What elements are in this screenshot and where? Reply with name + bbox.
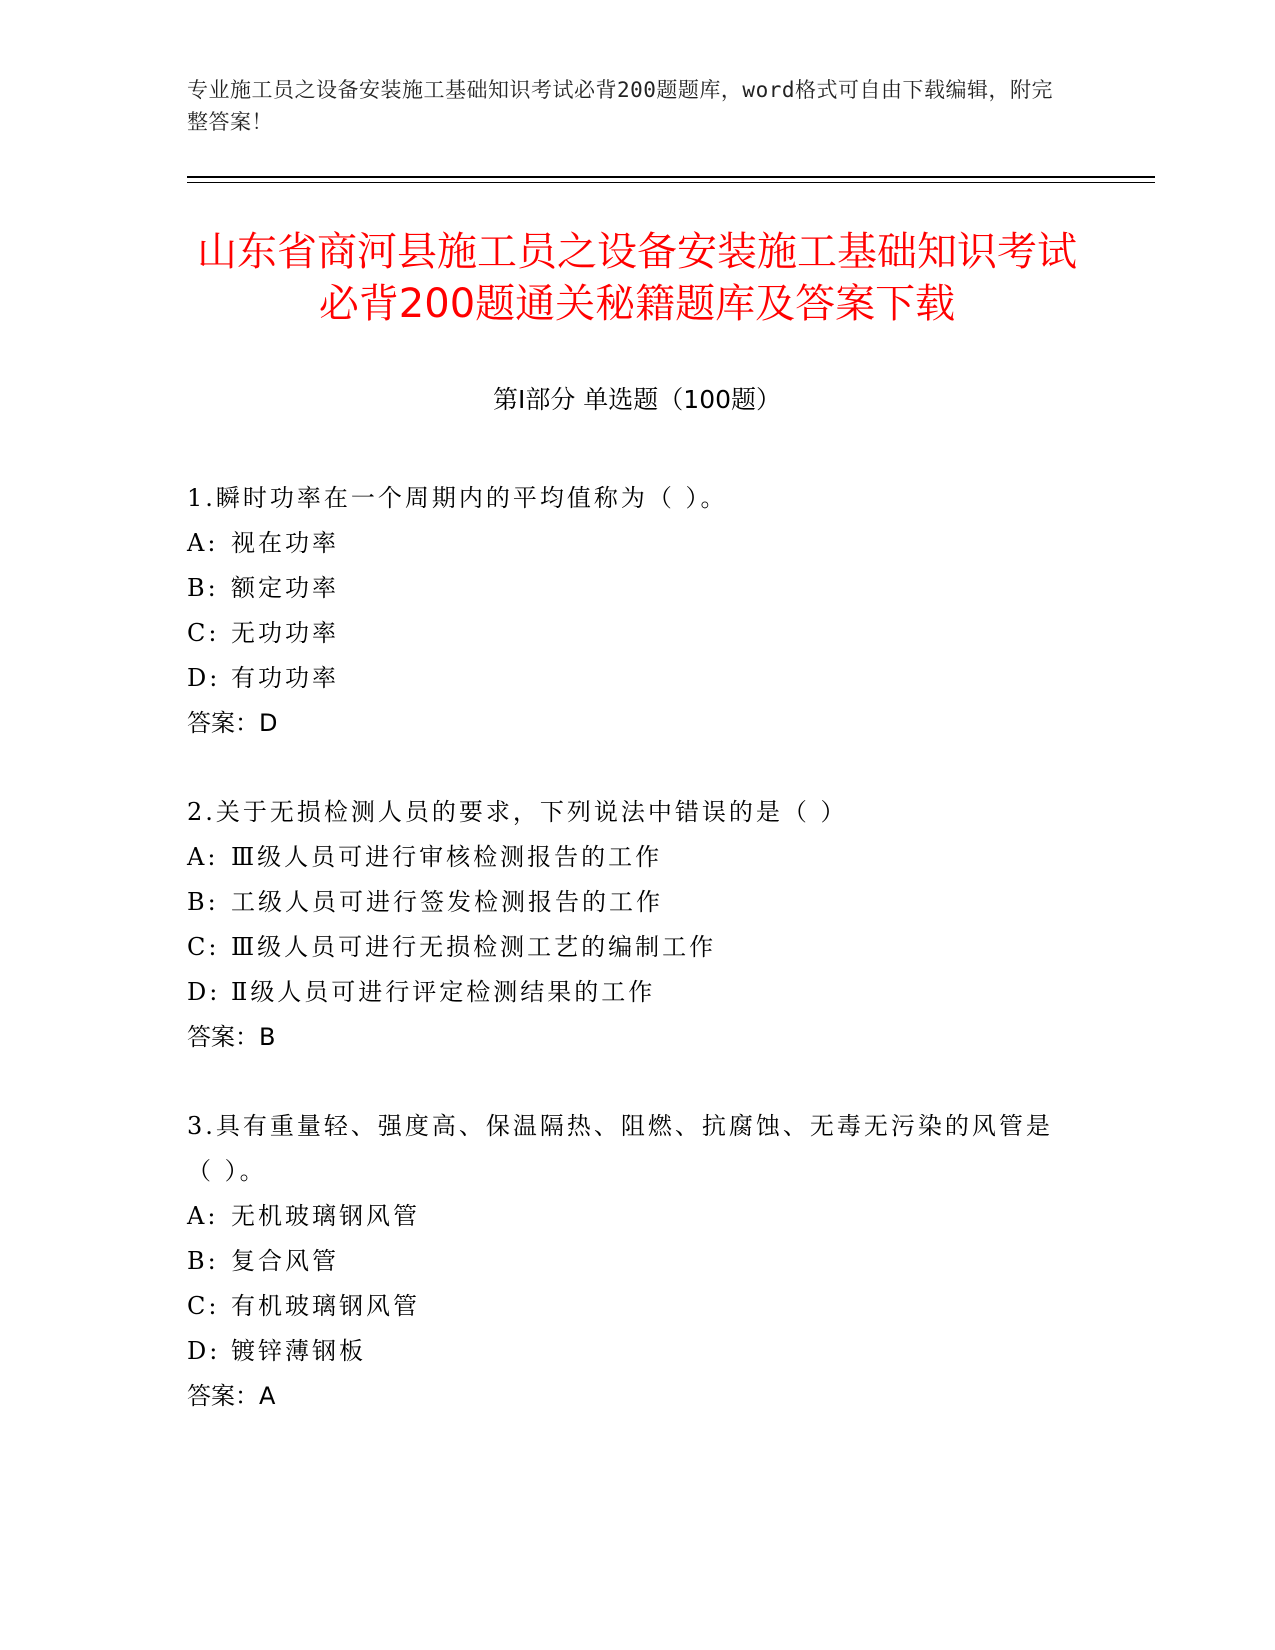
option-c — [187, 611, 1067, 656]
option-text: 无功功率 — [231, 619, 339, 647]
option-text: 无机玻璃钢风管 — [231, 1202, 420, 1230]
option-d — [187, 1329, 1067, 1374]
answer-line: 答案：A — [187, 1382, 276, 1410]
option-b — [187, 1239, 1067, 1284]
option-a — [187, 835, 1067, 880]
option-text: 有机玻璃钢风管 — [231, 1292, 420, 1320]
option-letter: A: — [187, 1202, 219, 1230]
option-letter: A: — [187, 529, 219, 557]
option-text: 额定功率 — [231, 574, 339, 602]
question-stem: 2.关于无损检测人员的要求，下列说法中错误的是（ ） — [187, 798, 848, 826]
option-a — [187, 1194, 1067, 1239]
header-divider-thin — [187, 182, 1155, 183]
option-text: 有功功率 — [231, 664, 339, 692]
question-stem: 3.具有重量轻、强度高、保温隔热、阻燃、抗腐蚀、无毒无污染的风管是（ ）。 — [187, 1112, 1053, 1185]
option-text: 工级人员可进行签发检测报告的工作 — [231, 888, 663, 916]
option-text: 复合风管 — [231, 1247, 339, 1275]
option-text: Ⅲ级人员可进行审核检测报告的工作 — [231, 843, 663, 871]
option-letter: D: — [187, 664, 221, 692]
answer-line: 答案：D — [187, 709, 278, 737]
option-letter: B: — [187, 888, 219, 916]
option-text: 镀锌薄钢板 — [231, 1337, 366, 1365]
question-1 — [187, 476, 1067, 746]
option-letter: C: — [187, 1292, 220, 1320]
option-text: Ⅱ级人员可进行评定检测结果的工作 — [231, 978, 656, 1006]
option-letter: D: — [187, 978, 221, 1006]
answer-line: 答案：B — [187, 1023, 276, 1051]
header-divider-thick — [187, 176, 1155, 178]
option-letter: C: — [187, 933, 220, 961]
option-d — [187, 970, 1067, 1015]
option-b — [187, 566, 1067, 611]
option-c — [187, 1284, 1067, 1329]
option-letter: B: — [187, 1247, 219, 1275]
document-title: 山东省商河县施工员之设备安装施工基础知识考试必背200题通关秘籍题库及答案下载 — [197, 229, 1077, 327]
option-letter: D: — [187, 1337, 221, 1365]
option-text: 视在功率 — [231, 529, 339, 557]
question-3 — [187, 1104, 1067, 1419]
option-d — [187, 656, 1067, 701]
section-title: 第Ⅰ部分 单选题（100题） — [492, 385, 782, 414]
header-note: 专业施工员之设备安装施工基础知识考试必背200题题库，word格式可自由下载编辑，附完整答案！ — [187, 78, 1053, 134]
option-c — [187, 925, 1067, 970]
option-text: Ⅲ级人员可进行无损检测工艺的编制工作 — [231, 933, 717, 961]
option-a — [187, 521, 1067, 566]
question-list — [187, 476, 1067, 1463]
question-2 — [187, 790, 1067, 1060]
question-stem: 1.瞬时功率在一个周期内的平均值称为（ ）。 — [187, 484, 728, 512]
option-letter: A: — [187, 843, 219, 871]
option-letter: C: — [187, 619, 220, 647]
option-b — [187, 880, 1067, 925]
option-letter: B: — [187, 574, 219, 602]
